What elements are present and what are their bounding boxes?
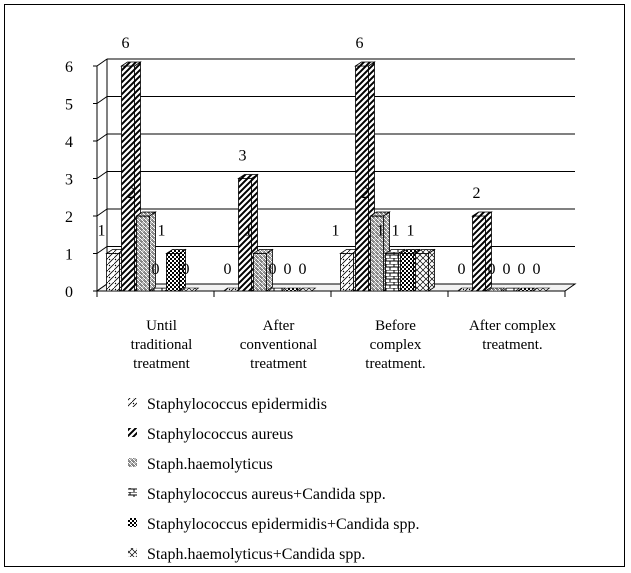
legend-swatch [128,518,137,527]
data-label: 1 [97,222,106,240]
bar-front [254,254,267,292]
bar-side [429,250,435,292]
category-axis [131,318,557,372]
category-label-line: treatment [250,356,307,372]
data-label: 0 [532,261,541,278]
data-label: 1 [406,222,415,240]
bar-front [107,254,120,292]
bar-side [150,212,156,291]
category-label [365,318,425,372]
data-label: 1 [244,222,253,240]
category-label-line: Before [375,318,416,334]
bar-front [341,254,354,292]
data-label: 6 [355,35,364,52]
category-label-line: complex [369,337,422,353]
bar-side [486,212,492,291]
gridline-depth [97,209,107,216]
y-tick-label: 2 [65,209,73,226]
data-label: 0 [268,261,277,278]
y-tick-label: 6 [65,59,73,76]
bar-front [137,216,150,291]
category-label-line: After complex [468,318,557,334]
category-label-line: treatment. [365,356,426,372]
category-label-line: After [262,318,295,334]
legend-label: Staphylococcus aureus [147,426,294,443]
category-label-line: treatment. [482,337,543,353]
category-label-line: Until [146,318,177,334]
y-tick-label: 1 [65,246,73,264]
category-label-line: traditional [130,337,193,353]
data-label: 0 [223,261,232,278]
legend-label: Staph.haemolyticus [147,456,273,473]
data-label: 0 [517,261,526,278]
bar-front [356,66,369,291]
category-label-line: treatment [133,356,190,372]
data-label: 1 [391,222,400,240]
data-label: 1 [376,222,385,240]
legend-swatch [128,458,137,467]
legend-swatch [128,398,137,407]
bar-front [401,254,414,292]
data-label: 3 [238,147,247,165]
category-label [469,318,557,353]
data-label: 0 [283,261,292,278]
legend [128,396,420,563]
category-label-line: conventional [239,337,318,353]
data-label: 1 [331,222,340,240]
data-label: 6 [121,35,130,52]
data-label: 0 [457,261,466,278]
data-label: 0 [181,261,190,278]
legend-label: Staph.haemolyticus+Candida spp. [147,546,366,563]
legend-label: Staphylococcus aureus+Candida spp. [147,486,386,503]
gridline-depth [97,247,107,254]
legend-swatch [128,428,137,437]
gridline-depth [97,59,107,66]
data-label: 0 [298,261,307,278]
bar [137,212,156,291]
gridline-depth [97,97,107,104]
data-label: 1 [157,222,166,240]
data-label: 2 [472,185,481,202]
gridline-depth [97,134,107,141]
y-tick-label: 0 [65,284,73,301]
y-tick-label: 5 [65,96,73,114]
legend-label: Staphylococcus epidermidis+Candida spp. [147,516,420,533]
gridline-depth [97,172,107,179]
data-label: 0 [502,261,511,278]
data-label: 2 [127,185,136,202]
bar-front [122,66,135,291]
category-label [131,318,193,372]
y-tick-label: 4 [65,134,73,151]
bar [473,212,492,291]
data-label: 2 [361,185,370,202]
bar-front [386,254,399,292]
bar-front [167,254,180,292]
bar-front [416,254,429,292]
data-label: 0 [487,261,496,278]
data-label: 0 [151,261,160,278]
category-label [240,318,317,372]
bar-front [473,216,486,291]
legend-label: Staphylococcus epidermidis [147,396,327,413]
y-tick-label: 3 [65,171,73,189]
bar [416,250,435,292]
legend-swatch [128,488,137,497]
legend-swatch [128,548,137,557]
